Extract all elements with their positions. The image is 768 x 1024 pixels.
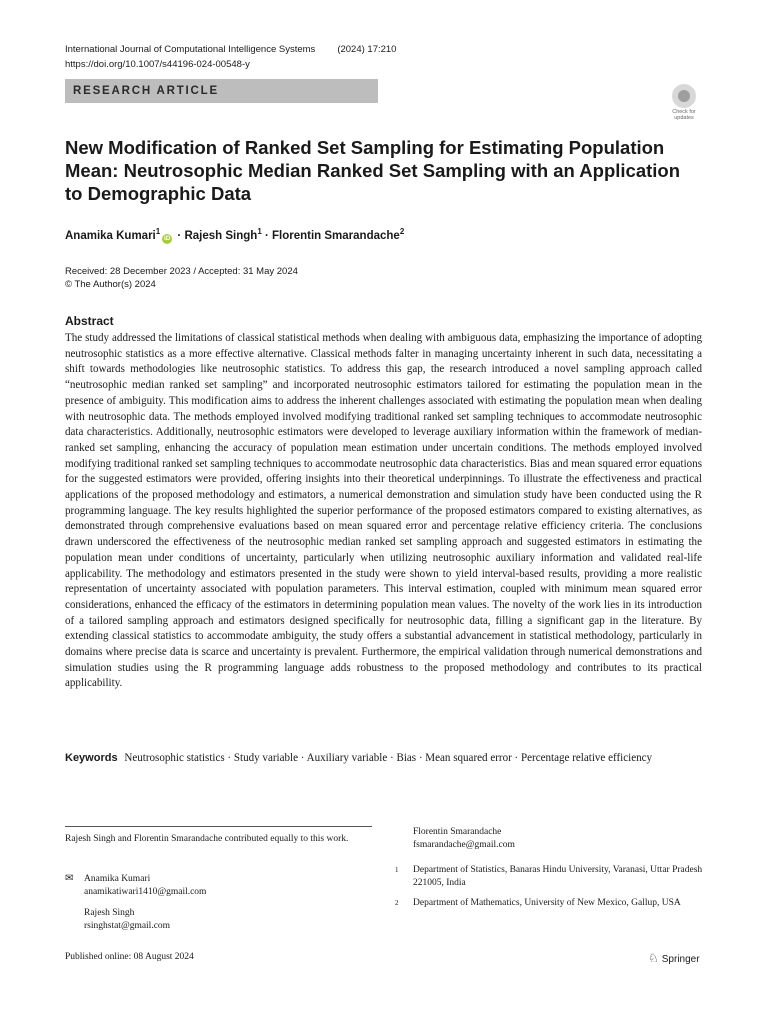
contact-author-name: Florentin Smarandache: [413, 827, 502, 837]
right-author-contact: [413, 826, 515, 852]
author-affiliation-mark: 1: [257, 227, 262, 236]
affiliation-number: 1: [395, 866, 399, 874]
corresponding-author-email[interactable]: anamikatiwari1410@gmail.com: [84, 887, 207, 897]
corresponding-authors: [84, 873, 206, 933]
keywords-heading: Keywords: [65, 752, 118, 764]
journal-volume: (2024) 17:210: [337, 44, 397, 55]
publisher-name: Springer: [661, 954, 700, 965]
abstract-heading: Abstract: [65, 314, 114, 328]
doi-link[interactable]: https://doi.org/10.1007/s44196-024-00548-y: [65, 59, 250, 70]
crossmark-icon: [672, 84, 696, 108]
author-separator: ·: [261, 229, 272, 242]
journal-name: International Journal of Computational Intelligence Systems: [65, 44, 316, 55]
author-name[interactable]: Florentin Smarandache: [272, 229, 400, 242]
affiliation-number: 2: [395, 899, 399, 907]
journal-header: [65, 42, 396, 72]
envelope-icon: ✉: [65, 873, 74, 884]
corresponding-author-name: Anamika Kumari: [84, 874, 151, 884]
orcid-icon[interactable]: iD: [163, 234, 171, 242]
author-list: [65, 227, 404, 244]
author-separator: ·: [174, 229, 185, 242]
dates-block: [65, 265, 298, 291]
affiliation-text: Department of Mathematics, University of New Mexico, Gallup, USA: [413, 898, 681, 908]
affiliation-text: Department of Statistics, Banaras Hindu University, Varanasi, Uttar Pradesh 221005, India: [413, 865, 703, 888]
author-affiliation-mark: 1: [155, 227, 161, 236]
author-affiliation-mark: 2: [399, 227, 405, 236]
keywords-list: Neutrosophic statistics · Study variable · Auxiliary variable · Bias · Mean squared error · Percentage relative efficiency: [124, 752, 653, 764]
corresponding-author-name: Rajesh Singh: [84, 908, 135, 918]
keywords-block: [65, 750, 702, 766]
copyright-notice: © The Author(s) 2024: [65, 279, 156, 290]
abstract-text: The study addressed the limitations of classical statistical methods when dealing with ambiguous data, emphasizing the importance of adopting neutrosophic statistics as a more effective alternative. Classical methods falter in managing uncertainty inherent in such data, necessitating a shift towards methodologies like neutrosophic statistics. To address this gap, the research introduced a novel sampling approach called “neutrosophic median ranked set sampling” and incorporated neutrosophic estimators tailored for estimating the population mean in the presence of ambiguity. This modification aims to address the inherent challenges associated with estimating the population mean when dealing with neutrosophic data. The methods employed involved modifying traditional ranked set sampling techniques to accommodate neutrosophic data characteristics. Additionally, neutrosophic estimators were developed to leverage auxiliary information within the framework of median-ranked set sampling, enhancing the accuracy of population mean estimation under uncertain conditions. The methods employed involved modifying traditional ranked set sampling techniques to accommodate neutrosophic data characteristics. Bias and mean squared error equations for the suggested estimators were provided, offering insights into their theoretical underpinnings. To illustrate the effectiveness and practical applications of the proposed methodology and estimators, a numerical demonstration and simulation study have been conducted using the R programming language. The key results highlighted the superior performance of the proposed estimators compared to existing alternatives, as demonstrated through comprehensive evaluations based on mean squared error and percentage relative efficiency criteria. The conclusions drawn underscored the effectiveness of the neutrosophic median ranked set sampling approach and suggested estimators in estimating the population mean under conditions of uncertainty, particularly when utilizing neutrosophic auxiliary information and validated real-life applicability. The methodology and estimators presented in the study were shown to yield interval-based results, providing a more realistic representation of uncertainty associated with population parameters. This interval estimation, coupled with minimum mean squared error considerations, enhanced the efficacy of the estimators in determining population mean values. The novelty of the work lies in its introduction of a tailored sampling approach and estimators designed specifically for neutrosophic data, filling a significant gap in the literature. By extending classical statistics to accommodate ambiguity, the study offers a substantial advancement in statistical methodology, particularly in domains where precise data is scarce and uncertainty is prevalent. Furthermore, the empirical validation through numerical demonstrations and simulation studies using the R programming language adds robustness to the proposed methodology and contributes to its practical applicability.: [65, 332, 702, 690]
published-date: Published online: 08 August 2024: [65, 952, 194, 962]
springer-horse-icon: ♘: [648, 951, 659, 965]
affiliation-item: [395, 897, 703, 910]
contact-author-email[interactable]: fsmarandache@gmail.com: [413, 840, 515, 850]
check-for-updates-badge[interactable]: [666, 84, 702, 124]
author-name[interactable]: Rajesh Singh: [184, 229, 258, 242]
corresponding-author-email[interactable]: rsinghstat@gmail.com: [84, 921, 171, 931]
crossmark-label: Check for updates: [672, 109, 696, 121]
paper-title: New Modification of Ranked Set Sampling for Estimating Population Mean: Neutrosophic Median Ranked Set Sampling with an Application to Demographic Data: [65, 137, 681, 204]
contribution-note: Rajesh Singh and Florentin Smarandache contributed equally to this work.: [65, 834, 349, 844]
received-accepted-dates: Received: 28 December 2023 / Accepted: 31 May 2024: [65, 266, 298, 277]
author-name[interactable]: Anamika Kumari: [65, 229, 156, 242]
article-type-banner: RESEARCH ARTICLE: [65, 79, 378, 103]
publisher-logo: [648, 951, 700, 965]
footnote-divider: [65, 826, 372, 827]
affiliation-item: [395, 864, 703, 890]
